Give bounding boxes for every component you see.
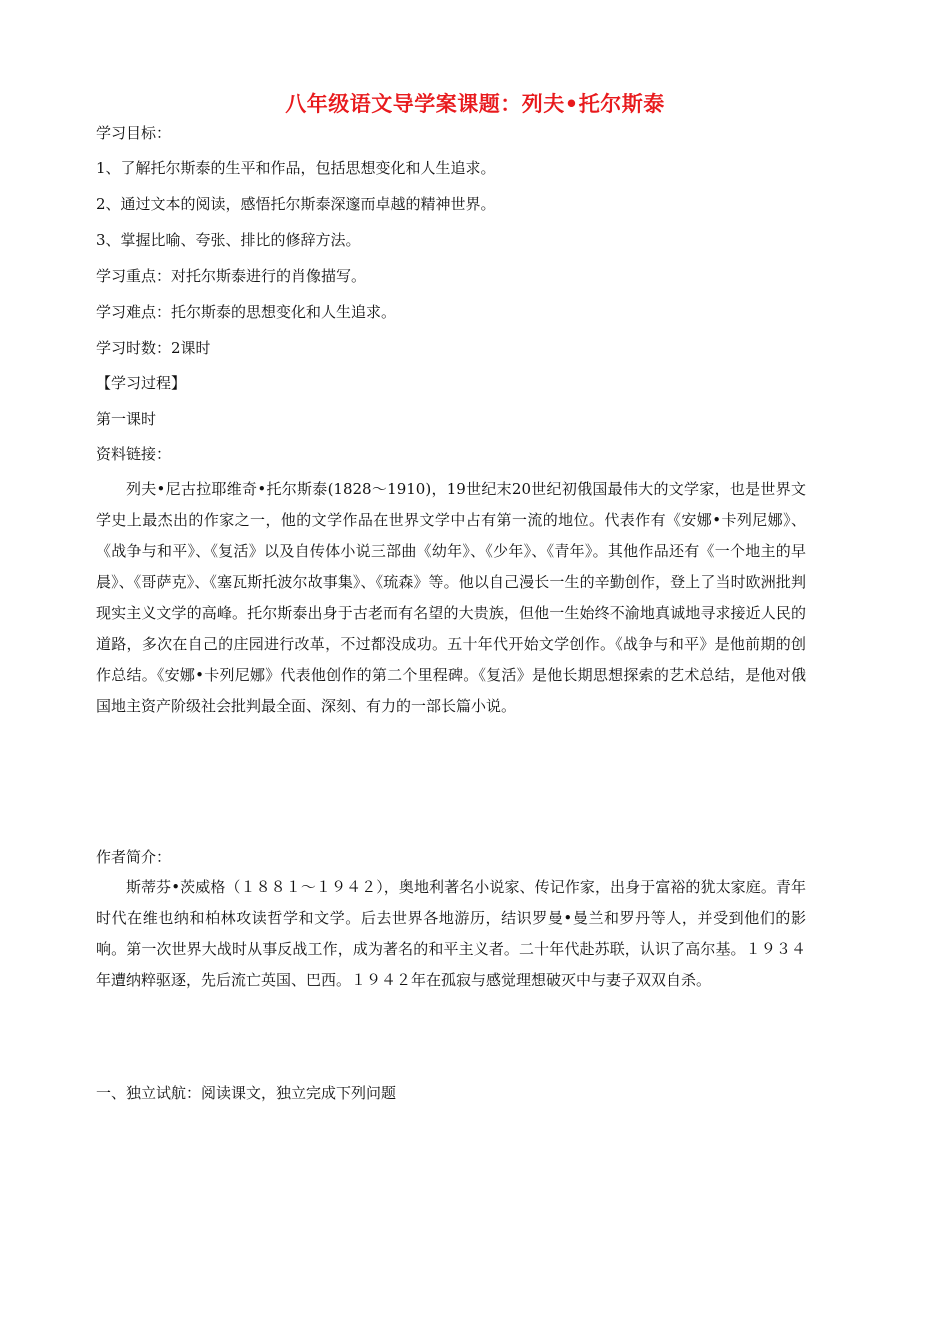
author-paragraph: 斯蒂芬•茨威格（１８８１～１９４２），奥地利著名小说家、传记作家，出身于富裕的犹太家庭。青年时代在维也纳和柏林攻读哲学和文学。后去世界各地游历，结识罗曼•曼兰和罗丹等人，并受到他们的影响。第一次世界大战时从事反战工作，成为著名的和平主义者。二十年代赴苏联，认识了高尔基。１９３４ 年遭纳粹驱逐，先后流亡英国、巴西。１９４２年在孤寂与感觉理想破灭中与妻子双双自杀。 <box>96 878 806 989</box>
resource-label: 资料链接： <box>96 445 172 463</box>
author-label: 作者简介： <box>96 848 172 866</box>
difficulty: 学习难点：托尔斯泰的思想变化和人生追求。 <box>96 303 397 321</box>
process-heading: 【学习过程】 <box>96 374 187 392</box>
objectives-label: 学习目标： <box>96 124 172 142</box>
objective-item-1: 1、了解托尔斯泰的生平和作品，包括思想变化和人生追求。 <box>96 159 496 177</box>
lesson-label: 第一课时 <box>96 410 157 428</box>
page-title: 八年级语文导学案课题：列夫•托尔斯泰 <box>285 92 665 116</box>
duration: 学习时数：2课时 <box>96 339 211 357</box>
objective-item-3: 3、掌握比喻、夸张、排比的修辞方法。 <box>96 231 361 249</box>
objective-item-2: 2、通过文本的阅读，感悟托尔斯泰深邃而卓越的精神世界。 <box>96 195 496 213</box>
key-point: 学习重点：对托尔斯泰进行的肖像描写。 <box>96 267 367 285</box>
resource-paragraph: 列夫•尼古拉耶维奇•托尔斯泰(1828～1910)，19世纪末20世纪初俄国最伟大的文学家，也是世界文学史上最杰出的作家之一，他的文学作品在世界文学中占有第一流的地位。代表作有《安娜•卡列尼娜》、《战争与和平》、《复活》以及自传体小说三部曲《幼年》、《少年》、《青年》。其他作品还有《一个地主的早晨》、《哥萨克》、《塞瓦斯托波尔故事集》、《琉森》等。他以自己漫长一生的辛勤创作，登上了当时欧洲批判现实主义文学的高峰。托尔斯泰出身于古老而有名望的大贵族，但他一生始终不渝地真诚地寻求接近人民的道路，多次在自己的庄园进行改革，不过都没成功。五十年代开始文学创作。《战争与和平》是他前期的创作总结。《安娜•卡列尼娜》代表他创作的第二个里程碑。《复活》是他长期思想探索的艺术总结，是他对俄国地主资产阶级社会批判最全面、深刻、有力的一部长篇小说。 <box>96 480 806 715</box>
task-heading: 一、独立试航：阅读课文，独立完成下列问题 <box>96 1084 397 1102</box>
